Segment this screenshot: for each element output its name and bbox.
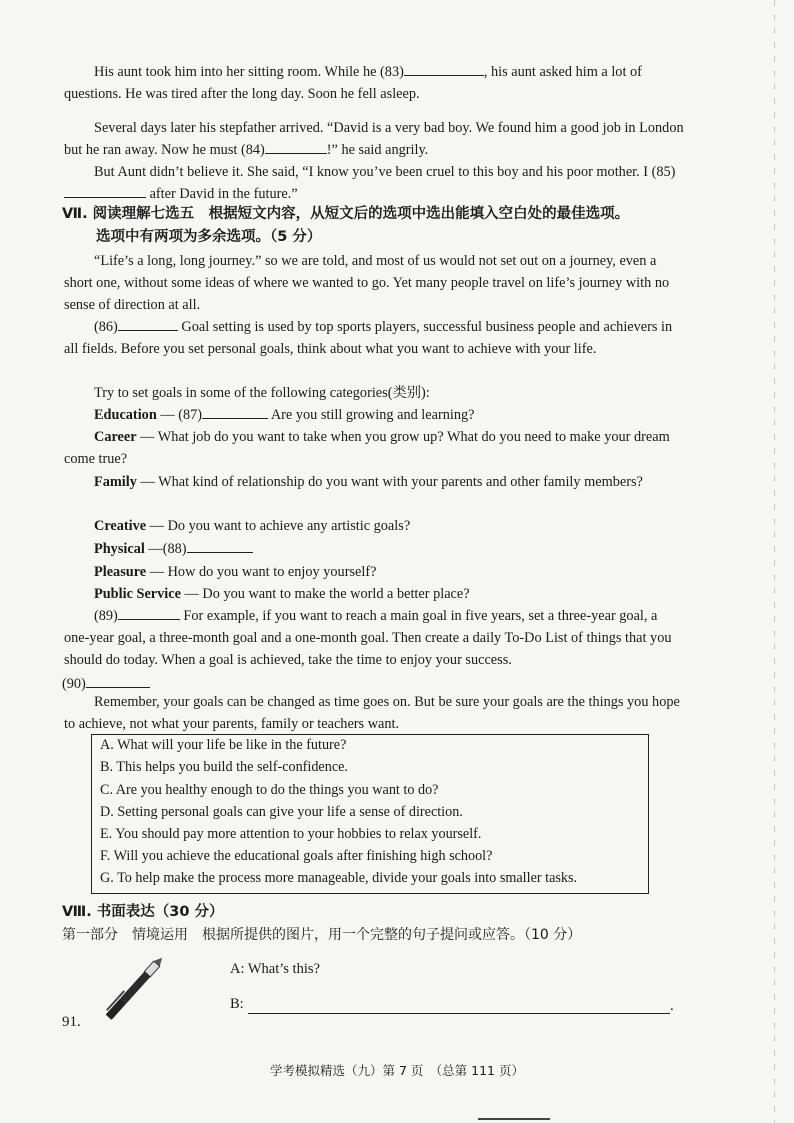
paragraph-86: (86) Goal setting is used by top sports players, successful business people and achievers in all fields. Before you set personal goals, think about what you want to achieve with your life.	[64, 316, 686, 360]
section7-heading-line2: 选项中有两项为多余选项。（5 分）	[96, 229, 322, 245]
answer-line-91[interactable]	[248, 1013, 670, 1014]
blank-84[interactable]	[265, 139, 327, 154]
remember-paragraph: Remember, your goals can be changed as time goes on. But be sure your goals are the things you hope to achieve, not what your parents, family or teachers want.	[64, 694, 680, 732]
blank-86[interactable]	[118, 316, 178, 331]
dialogue-b-label: B:	[230, 996, 244, 1012]
paragraph-90: (90)	[62, 673, 150, 695]
blank-83[interactable]	[404, 61, 484, 76]
section7-heading: Ⅶ. 阅读理解七选五 根据短文内容，从短文后的选项中选出能填入空白处的最佳选项。	[62, 206, 630, 222]
options-box	[91, 734, 649, 894]
category-public-service: Public Service — Do you want to make the world a better place?	[94, 586, 470, 602]
paragraph-83: His aunt took him into her sitting room. While he (83) , his aunt asked him a lot of questions. He was tired after the long day. Soon he fell asleep.	[64, 61, 686, 105]
category-creative: Creative — Do you want to achieve any artistic goals?	[94, 518, 411, 534]
part1-instruction: 第一部分 情境运用 根据所提供的图片，用一个完整的句子提问或应答。（10 分）	[62, 927, 582, 943]
category-physical: Physical —(88)	[94, 538, 253, 560]
blank-90[interactable]	[86, 673, 150, 688]
blank-89[interactable]	[118, 605, 180, 620]
category-pleasure: Pleasure — How do you want to enjoy yourself?	[94, 564, 377, 580]
pen-icon	[92, 946, 176, 1032]
category-education: Education — (87) Are you still growing and learning?	[94, 404, 475, 426]
page-footer: 学考模拟精选（九）第 7 页 （总第 111 页）	[270, 1063, 524, 1078]
blank-87[interactable]	[202, 404, 268, 419]
paragraph-85: But Aunt didn’t believe it. She said, “I know you’ve been cruel to this boy and his poor mother. I (85) after David in the future.”	[64, 161, 686, 205]
category-career: Career — What job do you want to take when you grow up? What do you need to make your dream come true?	[64, 429, 670, 467]
option-c: C. Are you healthy enough to do the things you want to do?	[100, 782, 439, 798]
blank-85[interactable]	[64, 183, 146, 198]
option-f: F. Will you achieve the educational goals after finishing high school?	[100, 848, 493, 864]
paragraph-84: Several days later his stepfather arrived. “David is a very bad boy. We found him a good job in London but he ran away. Now he must (84) !” he said angrily.	[64, 120, 684, 158]
section8-heading: Ⅷ. 书面表达（30 分）	[62, 904, 224, 920]
answer-end-dot: .	[670, 998, 674, 1014]
category-family: Family — What kind of relationship do you want with your parents and other family members?	[94, 474, 643, 490]
question-91-number: 91.	[62, 1014, 81, 1030]
blank-88[interactable]	[187, 538, 253, 553]
dialogue-a: A: What’s this?	[230, 961, 320, 977]
page-edge-mark	[774, 0, 775, 1123]
option-e: E. You should pay more attention to your hobbies to relax yourself.	[100, 826, 482, 842]
bottom-mark	[478, 1118, 550, 1120]
option-g: G. To help make the process more manageable, divide your goals into smaller tasks.	[100, 870, 578, 886]
option-b: B. This helps you build the self-confidence.	[100, 759, 348, 775]
option-a: A. What will your life be like in the future?	[100, 737, 347, 753]
option-d: D. Setting personal goals can give your life a sense of direction.	[100, 804, 463, 820]
categories-intro: Try to set goals in some of the following categories(类别):	[94, 385, 430, 401]
intro-paragraph: “Life’s a long, long journey.” so we are told, and most of us would not set out on a journey, even a short one, without some ideas of where we wanted to go. Yet many people travel on life’s journey with no sense of direction at all.	[64, 253, 670, 313]
paragraph-89: (89) For example, if you want to reach a main goal in five years, set a three-year goal, a one-year goal, a three-month goal and a one-month goal. Then create a daily To-Do List of things that you should do today. When a goal is achieved, take the time to enjoy your success.	[64, 605, 686, 671]
